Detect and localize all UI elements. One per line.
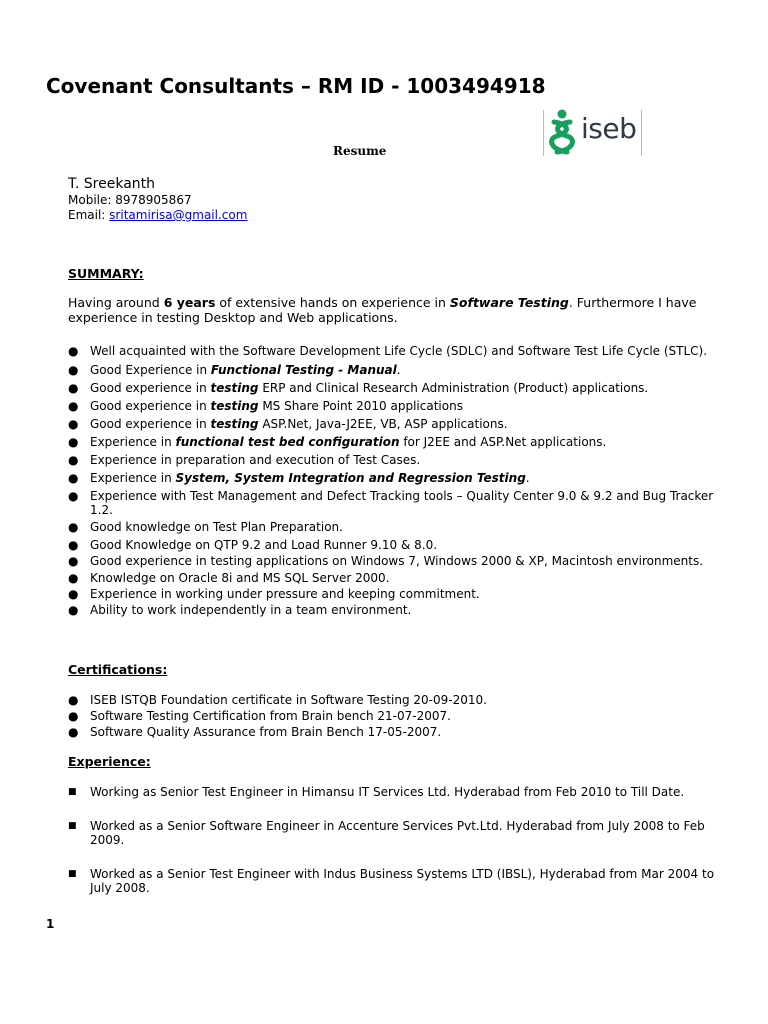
summary-intro — [68, 295, 728, 325]
list-item: ● Ability to work independently in a team environment. — [68, 603, 412, 617]
list-item: ● Experience with Test Management and Defect Tracking tools – Quality Center 9.0 & 9.2 and Bug Tracker 1.2. — [68, 489, 714, 517]
list-item: ● Experience in functional test bed configuration for J2EE and ASP.Net applications. — [68, 435, 607, 449]
list-item: ● Good knowledge on Test Plan Preparation. — [68, 520, 343, 534]
intro-years: 6 years — [163, 295, 216, 310]
logo-border-right — [641, 110, 642, 156]
candidate-name: T. Sreekanth — [68, 176, 156, 192]
intro-skill: Software Testing — [449, 295, 569, 310]
list-item: ■ Worked as a Senior Test Engineer with Indus Business Systems LTD (IBSL), Hyderabad from Mar 2004 to July 2008. — [68, 867, 715, 895]
experience-heading: Experience: — [68, 754, 151, 769]
list-item: ● Good experience in testing MS Share Point 2010 applications — [68, 399, 463, 413]
list-item: ● Software Quality Assurance from Brain Bench 17-05-2007. — [68, 725, 442, 739]
page-number: 1 — [46, 917, 55, 931]
summary-heading: SUMMARY: — [68, 266, 144, 281]
summary-list — [68, 344, 728, 617]
certifications-heading: Certifications: — [68, 662, 168, 677]
page-title: Covenant Consultants – RM ID - 1003494918 — [46, 74, 546, 98]
email-label: Email: — [68, 208, 106, 222]
mobile-number: 8978905867 — [115, 193, 192, 207]
list-item: ■ Worked as a Senior Software Engineer in Accenture Services Pvt.Ltd. Hyderabad from July 2008 to Feb 2009. — [68, 819, 705, 847]
list-item: ● ISEB ISTQB Foundation certificate in Software Testing 20-09-2010. — [68, 693, 487, 707]
list-item: ● Good experience in testing ASP.Net, Java-J2EE, VB, ASP applications. — [68, 417, 508, 431]
list-item: ● Experience in preparation and execution of Test Cases. — [68, 453, 421, 467]
list-item: ● Good experience in testing ERP and Clinical Research Administration (Product) applications. — [68, 381, 649, 395]
experience-list — [68, 785, 728, 895]
contact-block — [68, 193, 247, 223]
logo-border-left — [543, 110, 544, 156]
list-item: ● Good experience in testing applications on Windows 7, Windows 2000 & XP, Macintosh environments. — [68, 554, 704, 568]
mobile-line — [68, 193, 247, 208]
logo-mark-icon — [545, 106, 579, 156]
list-item: ● Experience in working under pressure and keeping commitment. — [68, 587, 480, 601]
logo-wordmark: iseb — [581, 112, 637, 145]
intro-text: of extensive hands on experience in — [215, 295, 450, 310]
list-item: ● Experience in System, System Integration and Regression Testing. — [68, 471, 530, 485]
mobile-label: Mobile: — [68, 193, 112, 207]
list-item: ● Well acquainted with the Software Development Life Cycle (SDLC) and Software Test Life Cycle (STLC). — [68, 344, 708, 358]
document-label: Resume — [333, 144, 387, 158]
intro-text: Having around — [68, 295, 164, 310]
list-item: ● Good Knowledge on QTP 9.2 and Load Runner 9.10 & 8.0. — [68, 538, 438, 552]
list-item: ● Knowledge on Oracle 8i and MS SQL Server 2000. — [68, 571, 390, 585]
list-item: ● Software Testing Certification from Brain bench 21-07-2007. — [68, 709, 451, 723]
list-item: ■ Working as Senior Test Engineer in Himansu IT Services Ltd. Hyderabad from Feb 2010 to Till Date. — [68, 785, 685, 799]
list-item: ● Good Experience in Functional Testing - Manual. — [68, 363, 401, 377]
email-line — [68, 208, 247, 223]
intro-text: . Furthermore I have experience in testing Desktop and Web applications. — [68, 295, 697, 325]
certifications-list — [68, 693, 728, 739]
email-link[interactable]: sritamirisa@gmail.com — [109, 208, 248, 222]
iseb-logo — [543, 104, 643, 156]
